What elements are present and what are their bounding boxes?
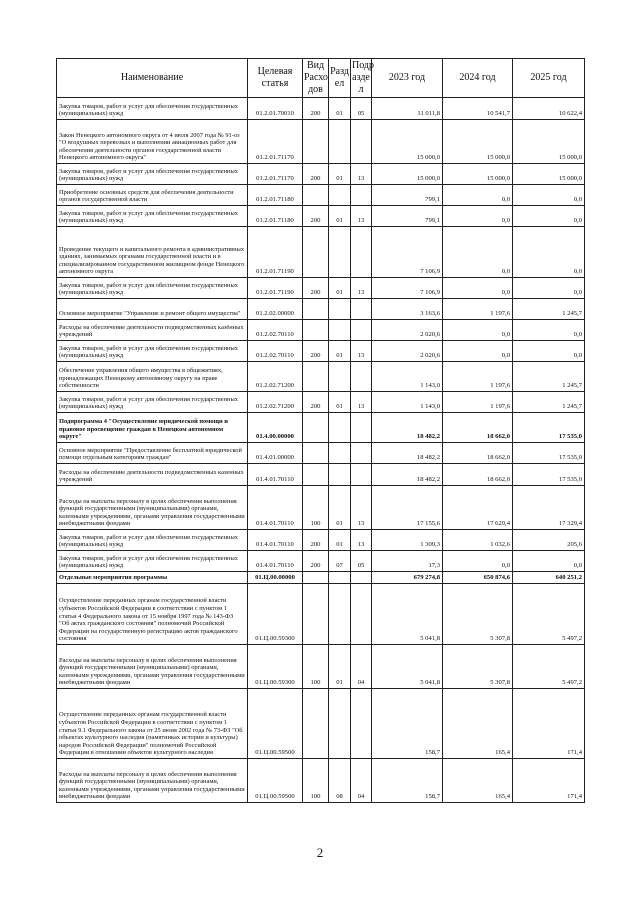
row-article: 01.4.00.00000: [248, 413, 303, 443]
row-section: 01: [329, 278, 351, 299]
row-2025: 17 535,0: [513, 413, 585, 443]
row-article: 01.2.02.00000: [248, 299, 303, 320]
row-2025: 205,6: [513, 530, 585, 551]
row-type: 200: [303, 206, 329, 227]
row-name: Расходы на обеспечение деятельности подведомственных казенных учреждений: [57, 464, 248, 486]
header-type: Вид Расхо дов: [303, 59, 329, 98]
row-name: Расходы на выплаты персоналу в целях обеспечения выполнения функций государственными (муниципальными) органами, казенными учреждениями, органами управления государственными внебюджетными фондами: [57, 486, 248, 530]
row-2025: 640 251,2: [513, 572, 585, 584]
header-2024: 2024 год: [443, 59, 513, 98]
row-name: Закупка товаров, работ и услуг для обеспечения государственных (муниципальных) нужд: [57, 98, 248, 120]
row-article: 01.2.01.70010: [248, 98, 303, 120]
row-article: 01.2.01.71180: [248, 206, 303, 227]
row-subsection: 05: [351, 98, 372, 120]
row-2024: 1 032,6: [443, 530, 513, 551]
row-subsection: [351, 584, 372, 645]
row-section: 01: [329, 486, 351, 530]
table-row: [57, 341, 585, 362]
row-article: 01.2.01.71190: [248, 227, 303, 278]
budget-table: [56, 58, 585, 803]
row-2025: 0,0: [513, 551, 585, 572]
row-type: 200: [303, 530, 329, 551]
row-subsection: [351, 443, 372, 464]
row-name: Закупка товаров, работ и услуг для обеспечения государственных (муниципальных) нужд: [57, 164, 248, 185]
row-2024: 0,0: [443, 278, 513, 299]
row-2023: 5 041,8: [372, 584, 443, 645]
row-2023: 1 309,3: [372, 530, 443, 551]
row-2025: 5 497,2: [513, 645, 585, 689]
row-article: 01.4.01.70110: [248, 530, 303, 551]
row-article: 01.Ц.00.59500: [248, 759, 303, 803]
row-article: 01.Ц.00.59500: [248, 689, 303, 759]
row-section: [329, 689, 351, 759]
row-section: 08: [329, 759, 351, 803]
table-row: [57, 185, 585, 206]
row-2024: 1 197,6: [443, 392, 513, 413]
row-type: [303, 120, 329, 164]
header-section: Разд ел: [329, 59, 351, 98]
row-2024: 17 629,4: [443, 486, 513, 530]
row-subsection: 13: [351, 341, 372, 362]
row-type: [303, 227, 329, 278]
row-article: 01.2.01.71170: [248, 164, 303, 185]
row-name: Обеспечение управления общего имущества в общежитиях, принадлежащих Ненецкому автономному округу на праве собственности: [57, 362, 248, 392]
row-2024: 18 662,0: [443, 413, 513, 443]
table-row: [57, 362, 585, 392]
row-type: 200: [303, 551, 329, 572]
row-section: 01: [329, 164, 351, 185]
row-name: Закупка товаров, работ и услуг для обеспечения государственных (муниципальных) нужд: [57, 206, 248, 227]
row-article: 01.4.01.70110: [248, 551, 303, 572]
row-2025: 171,4: [513, 759, 585, 803]
row-2023: 7 106,9: [372, 278, 443, 299]
row-name: Закупка товаров, работ и услуг для обеспечения государственных (муниципальных) нужд: [57, 341, 248, 362]
row-subsection: 04: [351, 759, 372, 803]
table-row: [57, 759, 585, 803]
row-2024: 18 662,0: [443, 464, 513, 486]
row-subsection: [351, 120, 372, 164]
row-subsection: 13: [351, 278, 372, 299]
table-row: [57, 320, 585, 341]
row-subsection: [351, 299, 372, 320]
row-article: 01.2.02.70110: [248, 341, 303, 362]
table-row: [57, 443, 585, 464]
row-type: 200: [303, 98, 329, 120]
row-name: Закупка товаров, работ и услуг для обеспечения государственных (муниципальных) нужд: [57, 530, 248, 551]
row-2025: 0,0: [513, 320, 585, 341]
row-type: [303, 320, 329, 341]
row-2025: 5 497,2: [513, 584, 585, 645]
row-article: 01.2.01.71180: [248, 185, 303, 206]
page-number: 2: [316, 845, 324, 860]
row-2024: 0,0: [443, 206, 513, 227]
row-section: [329, 299, 351, 320]
row-2025: 1 245,7: [513, 362, 585, 392]
row-2025: 17 535,0: [513, 464, 585, 486]
row-2025: 17 329,4: [513, 486, 585, 530]
row-article: 01.2.01.71170: [248, 120, 303, 164]
row-article: 01.Ц.00.59300: [248, 584, 303, 645]
row-type: [303, 464, 329, 486]
row-2024: 5 307,8: [443, 584, 513, 645]
row-section: 01: [329, 98, 351, 120]
row-subsection: [351, 464, 372, 486]
row-2025: 0,0: [513, 341, 585, 362]
row-subsection: 13: [351, 164, 372, 185]
row-2025: 0,0: [513, 278, 585, 299]
row-2023: 158,7: [372, 689, 443, 759]
row-section: [329, 120, 351, 164]
row-2023: 158,7: [372, 759, 443, 803]
row-type: 100: [303, 486, 329, 530]
row-type: [303, 362, 329, 392]
table-row: [57, 227, 585, 278]
table-row: [57, 486, 585, 530]
row-section: [329, 320, 351, 341]
row-2024: 15 000,0: [443, 164, 513, 185]
table-row: [57, 530, 585, 551]
row-2025: 15 000,0: [513, 120, 585, 164]
table-row: [57, 413, 585, 443]
row-section: [329, 443, 351, 464]
row-2023: 18 482,2: [372, 413, 443, 443]
row-subsection: 13: [351, 486, 372, 530]
row-type: 200: [303, 341, 329, 362]
row-2023: 1 143,0: [372, 392, 443, 413]
row-2024: 1 197,6: [443, 362, 513, 392]
row-2024: 0,0: [443, 551, 513, 572]
row-type: 100: [303, 645, 329, 689]
row-section: 01: [329, 645, 351, 689]
row-article: 01.4.01.70110: [248, 486, 303, 530]
row-subsection: 13: [351, 530, 372, 551]
row-2024: 165,4: [443, 689, 513, 759]
row-article: 01.4.01.00000: [248, 443, 303, 464]
row-2024: 10 541,7: [443, 98, 513, 120]
header-article: Целевая статья: [248, 59, 303, 98]
row-name: Осуществление переданных органам государственной власти субъектов Российской Федерации в соответствии с пунктом 1 статьи 4 Федерального закона от 15 ноября 1997 года № 143-ФЗ "Об актах гражданского состояния" полномочий Российской Федерации на государственную регистрацию актов гражданского состояния: [57, 584, 248, 645]
row-2024: 18 662,0: [443, 443, 513, 464]
row-name: Осуществление переданных органам государственной власти субъектов Российской Федерации в соответствии с пунктом 1 статьи 9.1 Федерального закона от 25 июня 2002 года № 73-ФЗ "Об объектах культурного наследия (памятниках истории и культуры) народов Российской Федерации" полномочий Российской Федерации в отношении объектов культурного наследия: [57, 689, 248, 759]
table-row: [57, 164, 585, 185]
row-name: Расходы на выплаты персоналу в целях обеспечения выполнения функций государственными (муниципальными) органами, казенными учреждениями, органами управления государственными внебюджетными фондами: [57, 645, 248, 689]
row-article: 01.2.02.71200: [248, 392, 303, 413]
row-type: [303, 413, 329, 443]
row-name: Основное мероприятие "Управление и ремонт общего имущества": [57, 299, 248, 320]
table-row: [57, 572, 585, 584]
row-2025: 1 245,7: [513, 299, 585, 320]
row-2024: 0,0: [443, 227, 513, 278]
table-row: [57, 584, 585, 645]
row-2023: 799,1: [372, 206, 443, 227]
header-subsection: Подр азде л: [351, 59, 372, 98]
row-name: Отдельные мероприятия программы: [57, 572, 248, 584]
row-subsection: 05: [351, 551, 372, 572]
table-row: [57, 689, 585, 759]
row-type: [303, 299, 329, 320]
row-2025: 0,0: [513, 185, 585, 206]
table-row: [57, 645, 585, 689]
row-2023: 11 011,8: [372, 98, 443, 120]
header-2023: 2023 год: [372, 59, 443, 98]
row-type: 200: [303, 164, 329, 185]
row-name: Основное мероприятие "Предоставление бесплатной юридической помощи отдельным категориям граждан": [57, 443, 248, 464]
row-name: Закупка товаров, работ и услуг для обеспечения государственных (муниципальных) нужд: [57, 551, 248, 572]
row-2023: 679 274,8: [372, 572, 443, 584]
row-2023: 7 106,9: [372, 227, 443, 278]
row-2025: 10 622,4: [513, 98, 585, 120]
row-2025: 171,4: [513, 689, 585, 759]
row-section: [329, 227, 351, 278]
row-section: 01: [329, 392, 351, 413]
row-2023: 17 155,6: [372, 486, 443, 530]
header-row: [57, 59, 585, 98]
row-2024: 5 307,8: [443, 645, 513, 689]
row-2025: 0,0: [513, 227, 585, 278]
row-section: 07: [329, 551, 351, 572]
row-subsection: [351, 413, 372, 443]
row-subsection: [351, 362, 372, 392]
row-subsection: [351, 572, 372, 584]
row-subsection: 13: [351, 206, 372, 227]
header-name: Наименование: [57, 59, 248, 98]
row-name: Проведение текущего и капитального ремонта в административных зданиях, занимаемых органами государственной власти и в специализированном государственном жилищном фонде Ненецкого автономного округа: [57, 227, 248, 278]
row-type: [303, 185, 329, 206]
row-2023: 18 482,2: [372, 443, 443, 464]
row-type: 200: [303, 278, 329, 299]
row-article: 01.4.01.70110: [248, 464, 303, 486]
row-subsection: [351, 320, 372, 341]
row-article: 01.2.02.70110: [248, 320, 303, 341]
row-2023: 3 163,6: [372, 299, 443, 320]
table-row: [57, 278, 585, 299]
row-section: [329, 362, 351, 392]
row-name: Расходы на обеспечение деятельности подведомственных казённых учреждений: [57, 320, 248, 341]
row-name: Приобретение основных средств для обеспечения деятельности органов государственной власти: [57, 185, 248, 206]
row-section: [329, 584, 351, 645]
row-type: [303, 572, 329, 584]
row-2023: 5 041,8: [372, 645, 443, 689]
row-name: Закупка товаров, работ и услуг для обеспечения государственных (муниципальных) нужд: [57, 392, 248, 413]
row-type: 100: [303, 759, 329, 803]
row-2025: 0,0: [513, 206, 585, 227]
row-2025: 17 535,0: [513, 443, 585, 464]
header-2025: 2025 год: [513, 59, 585, 98]
table-row: [57, 392, 585, 413]
row-type: [303, 584, 329, 645]
row-2024: 0,0: [443, 185, 513, 206]
row-section: 01: [329, 530, 351, 551]
row-2023: 15 000,0: [372, 120, 443, 164]
row-article: 01.2.01.71190: [248, 278, 303, 299]
row-article: 01.2.02.71200: [248, 362, 303, 392]
row-subsection: [351, 689, 372, 759]
table-row: [57, 98, 585, 120]
row-section: [329, 413, 351, 443]
row-2024: 0,0: [443, 320, 513, 341]
row-section: [329, 464, 351, 486]
row-subsection: [351, 227, 372, 278]
table-row: [57, 206, 585, 227]
row-2024: 15 000,0: [443, 120, 513, 164]
row-section: [329, 185, 351, 206]
row-article: 01.Ц.00.00000: [248, 572, 303, 584]
row-2023: 2 020,6: [372, 341, 443, 362]
row-section: 01: [329, 341, 351, 362]
table-body: [57, 98, 585, 803]
row-2023: 18 482,2: [372, 464, 443, 486]
row-name: Расходы на выплаты персоналу в целях обеспечения выполнения функций государственными (муниципальными) органами, казенными учреждениями, органами управления государственными внебюджетными фондами: [57, 759, 248, 803]
row-2023: 2 020,6: [372, 320, 443, 341]
row-2024: 1 197,6: [443, 299, 513, 320]
row-2023: 1 143,0: [372, 362, 443, 392]
row-type: 200: [303, 392, 329, 413]
row-type: [303, 689, 329, 759]
row-name: Подпрограмма 4 "Осуществление юридической помощи и правовое просвещение граждан в Ненецком автономном округе": [57, 413, 248, 443]
row-2025: 1 245,7: [513, 392, 585, 413]
row-2023: 17,3: [372, 551, 443, 572]
row-article: 01.Ц.00.59300: [248, 645, 303, 689]
row-2024: 650 874,6: [443, 572, 513, 584]
table-row: [57, 551, 585, 572]
table-row: [57, 299, 585, 320]
row-subsection: [351, 185, 372, 206]
row-2024: 0,0: [443, 341, 513, 362]
row-name: Закон Ненецкого автономного округа от 4 июля 2007 года № 91-оз "О воздушных перевозках и выполнении авиационных работ для обеспечения деятельности органов государственной власти Ненецкого автономного округа": [57, 120, 248, 164]
row-subsection: 04: [351, 645, 372, 689]
row-subsection: 13: [351, 392, 372, 413]
row-section: [329, 572, 351, 584]
row-2023: 15 000,0: [372, 164, 443, 185]
row-2024: 165,4: [443, 759, 513, 803]
table-row: [57, 464, 585, 486]
row-type: [303, 443, 329, 464]
row-2025: 15 000,0: [513, 164, 585, 185]
table-row: [57, 120, 585, 164]
row-2023: 799,1: [372, 185, 443, 206]
row-name: Закупка товаров, работ и услуг для обеспечения государственных (муниципальных) нужд: [57, 278, 248, 299]
row-section: 01: [329, 206, 351, 227]
